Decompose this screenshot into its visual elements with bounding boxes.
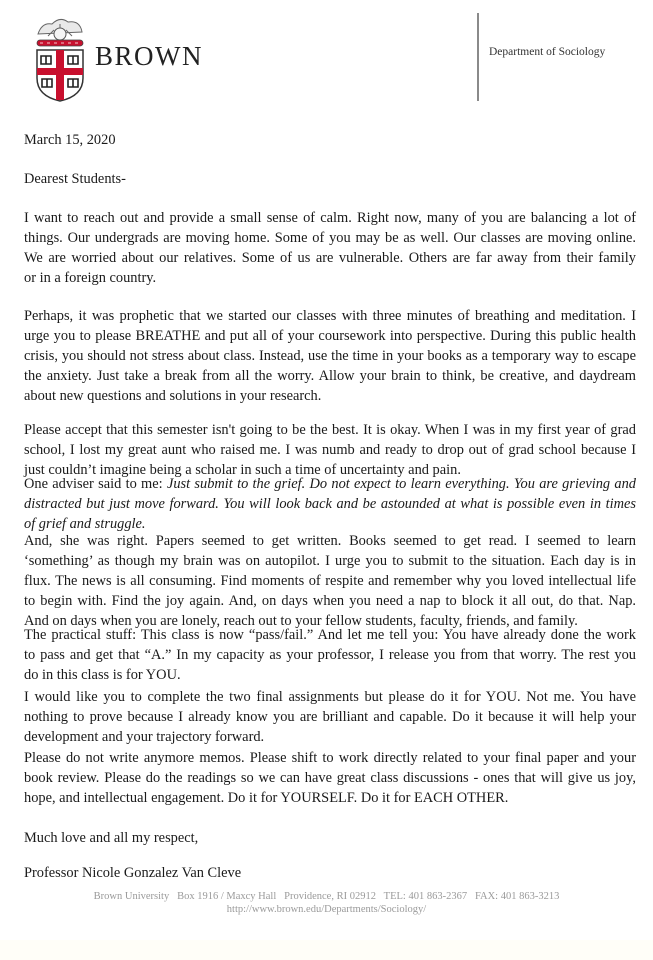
letterhead-divider xyxy=(477,13,479,101)
paragraph-calm: I want to reach out and provide a small sense of calm. Right now, many of you are balancing a lot of things. Our undergrads are moving home. Some of you may be as well. Our classes are moving online. We are worried about our relatives. Some of us are vulnerable. Others are far away from their family or in a foreign country. xyxy=(24,210,636,286)
closing: Much love and all my respect, xyxy=(24,830,199,846)
paragraph-memos: Please do not write anymore memos. Please shift to work directly related to your final paper and your book review. Please do the readings so we can have great class discussions - ones that will give us joy, hope, and intellectual engagement. Do it for YOURSELF. Do it for EACH OTHER. xyxy=(24,750,636,806)
adviser-quote: Just submit to the grief. Do not expect to learn everything. You are grieving and xyxy=(166,476,636,492)
paragraph-pass-fail: The practical stuff: This class is now “pass/fail.” And let me tell you: You have already done the work to pass and get that “A.” In my capacity as your professor, I release you from that worry. The rest you do in this class is for YOU. xyxy=(24,627,636,683)
letter-date: March 15, 2020 xyxy=(24,132,116,148)
paragraph-she-was-right: And, she was right. Papers seemed to get written. Books seemed to get read. I seemed to learn ‘something’ as though my brain was on autopilot. I urge you to submit to the situation. Each day is in flux. The news is all consuming. Find moments of respite and remember why you loved intellectual life to begin with. Find the joy again. And, on days when you need a nap to block it all out, do that. Nap. And on days when you are lonely, reach out to your fellow students, faculty, friends, and family. xyxy=(24,533,636,629)
brown-wordmark: BROWN xyxy=(95,41,203,71)
paragraph-semester: Please accept that this semester isn't going to be the best. It is okay. When I was in my first year of grad school, I lost my great aunt who raised me. I was numb and ready to drop out of grad school because I just couldn’t imagine being a scholar in such a time of uncertainty and pain. xyxy=(24,422,636,478)
paragraph-breathe: Perhaps, it was prophetic that we started our classes with three minutes of breathing and meditation. I urge you to please BREATHE and put all of your coursework into perspective. During this public health crisis, you should not stress about class. Instead, use the time in your books as a temporary way to escape the anxiety. Just take a break from all the worry. Allow your brain to think, be creative, and daydream about new questions and solutions in your research. xyxy=(24,308,636,404)
paragraph-assignments: I would like you to complete the two final assignments but please do it for YOU. Not me. You have nothing to prove because I already know you are brilliant and capable. Do it because it will help your development and your trajectory forward. xyxy=(24,689,636,745)
letterhead-footer xyxy=(0,890,653,916)
paragraph-adviser: One adviser said to me: Just submit to the grief. Do not expect to learn everything. You are grieving and distracted but just move forward. You will look back and be astounded at what is possible even in times of grief and struggle. xyxy=(24,476,636,532)
department-name: Department of Sociology xyxy=(489,46,606,58)
page-bottom-edge xyxy=(0,940,653,960)
salutation: Dearest Students- xyxy=(24,171,126,187)
brown-shield-logo-icon xyxy=(34,12,86,102)
signature: Professor Nicole Gonzalez Van Cleve xyxy=(24,865,242,881)
adviser-lead: One adviser said to me: xyxy=(24,476,167,492)
footer-url: http://www.brown.edu/Departments/Sociology/ xyxy=(226,904,427,915)
footer-address: Brown University Box 1916 / Maxcy Hall Providence, RI 02912 TEL: 401 863-2367 FAX: 401 863-3213 xyxy=(93,891,560,902)
